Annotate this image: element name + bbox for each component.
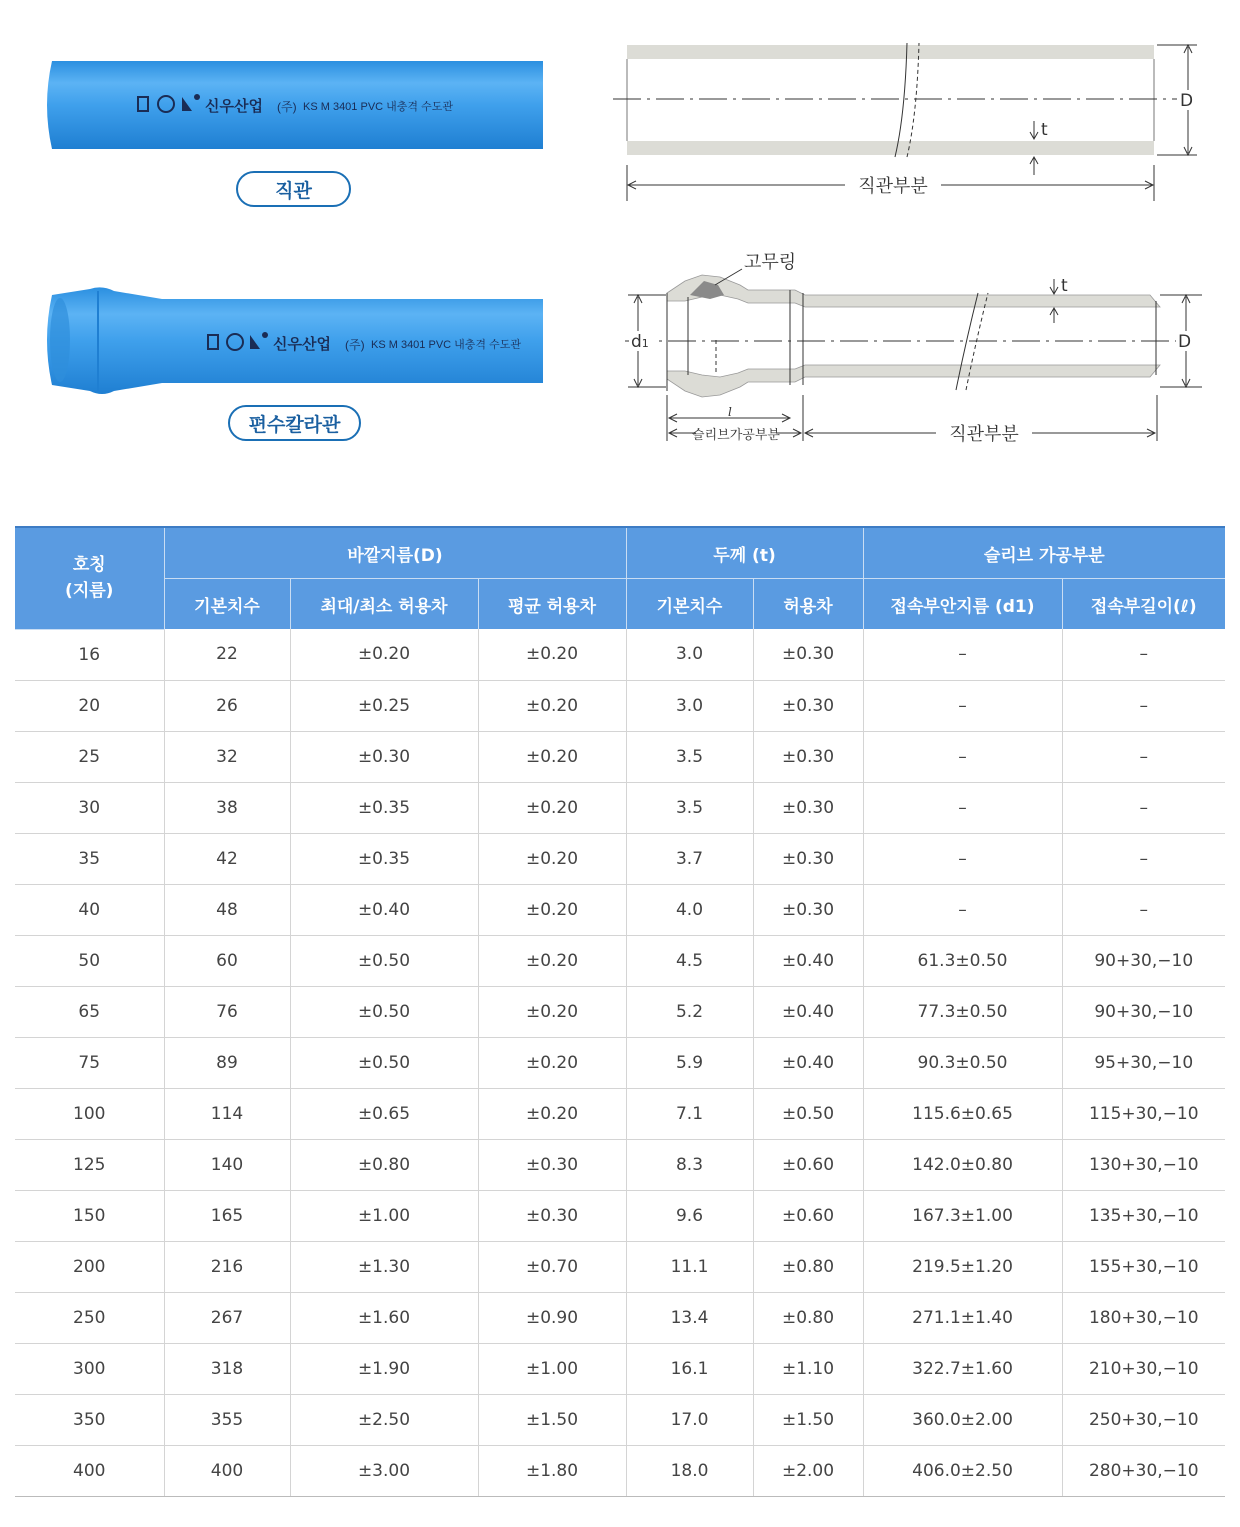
table-row <box>15 833 1225 884</box>
table-cell: 167.3±1.00 <box>863 1190 1062 1241</box>
table-cell: ±0.20 <box>478 986 626 1037</box>
table-cell: – <box>1062 731 1225 782</box>
table-cell: 318 <box>164 1343 290 1394</box>
table-cell: ±0.20 <box>478 1088 626 1139</box>
table-cell: 76 <box>164 986 290 1037</box>
table-cell: 115.6±0.65 <box>863 1088 1062 1139</box>
table-cell: 216 <box>164 1241 290 1292</box>
table-cell: 48 <box>164 884 290 935</box>
table-cell: ±0.30 <box>753 680 863 731</box>
table-cell: 3.5 <box>626 782 753 833</box>
table-row <box>15 1037 1225 1088</box>
table-row <box>15 986 1225 1037</box>
table-cell: ±0.20 <box>478 1037 626 1088</box>
table-cell: 155+30,−10 <box>1062 1241 1225 1292</box>
table-cell: 115+30,−10 <box>1062 1088 1225 1139</box>
table-cell: 35 <box>15 833 164 884</box>
table-cell: 16.1 <box>626 1343 753 1394</box>
table-cell: 360.0±2.00 <box>863 1394 1062 1445</box>
table-cell: 350 <box>15 1394 164 1445</box>
table-cell: – <box>863 731 1062 782</box>
table-cell: ±0.40 <box>753 1037 863 1088</box>
table-cell: ±0.20 <box>478 629 626 680</box>
table-row <box>15 1292 1225 1343</box>
table-row <box>15 680 1225 731</box>
table-cell: – <box>1062 629 1225 680</box>
table-row <box>15 731 1225 782</box>
table-cell: ±0.50 <box>290 1037 478 1088</box>
table-cell: 3.0 <box>626 629 753 680</box>
table-cell: ±0.30 <box>753 629 863 680</box>
table-cell: 140 <box>164 1139 290 1190</box>
table-cell: 38 <box>164 782 290 833</box>
table-cell: ±0.50 <box>290 935 478 986</box>
pipe-marking-corp: (주) <box>345 338 365 352</box>
table-cell: – <box>1062 782 1225 833</box>
table-cell: – <box>863 629 1062 680</box>
straight-pipe-diagram <box>605 35 1205 210</box>
table-cell: 25 <box>15 731 164 782</box>
table-cell: ±0.50 <box>290 986 478 1037</box>
table-cell: 5.2 <box>626 986 753 1037</box>
table-cell: 11.1 <box>626 1241 753 1292</box>
table-cell: – <box>1062 884 1225 935</box>
table-cell: ±0.30 <box>478 1190 626 1241</box>
table-cell: 40 <box>15 884 164 935</box>
table-cell: 300 <box>15 1343 164 1394</box>
table-cell: 42 <box>164 833 290 884</box>
table-cell: 16 <box>15 629 164 680</box>
table-cell: ±1.50 <box>478 1394 626 1445</box>
table-cell: ±0.30 <box>753 731 863 782</box>
table-cell: 30 <box>15 782 164 833</box>
table-cell: ±0.35 <box>290 782 478 833</box>
table-cell: 18.0 <box>626 1445 753 1496</box>
table-cell: ±1.90 <box>290 1343 478 1394</box>
table-cell: 9.6 <box>626 1190 753 1241</box>
table-cell: ±0.20 <box>478 680 626 731</box>
table-cell: – <box>1062 833 1225 884</box>
table-row <box>15 1190 1225 1241</box>
table-cell: 219.5±1.20 <box>863 1241 1062 1292</box>
table-row <box>15 1139 1225 1190</box>
table-cell: – <box>1062 680 1225 731</box>
header-sub: 기본치수 <box>626 579 753 630</box>
pipe-marking-corp: (주) <box>277 100 297 114</box>
table-cell: 50 <box>15 935 164 986</box>
table-cell: 114 <box>164 1088 290 1139</box>
bottom-diagram-d-label: D <box>1178 332 1192 352</box>
collar-pipe-diagram <box>620 245 1210 450</box>
header-sub: 허용차 <box>753 579 863 630</box>
table-cell: – <box>863 884 1062 935</box>
table-cell: ±0.60 <box>753 1139 863 1190</box>
table-cell: ±0.80 <box>753 1241 863 1292</box>
table-cell: ±1.10 <box>753 1343 863 1394</box>
table-cell: 355 <box>164 1394 290 1445</box>
table-cell: 89 <box>164 1037 290 1088</box>
table-cell: ±1.60 <box>290 1292 478 1343</box>
table-cell: 13.4 <box>626 1292 753 1343</box>
table-cell: 7.1 <box>626 1088 753 1139</box>
table-cell: ±2.50 <box>290 1394 478 1445</box>
straight-pipe-label: 직관 <box>236 171 351 207</box>
table-cell: 60 <box>164 935 290 986</box>
table-cell: 90+30,−10 <box>1062 935 1225 986</box>
table-cell: 3.7 <box>626 833 753 884</box>
table-cell: 26 <box>164 680 290 731</box>
table-cell: 20 <box>15 680 164 731</box>
collar-pipe-label: 편수칼라관 <box>228 405 361 441</box>
table-cell: 135+30,−10 <box>1062 1190 1225 1241</box>
table-cell: 142.0±0.80 <box>863 1139 1062 1190</box>
table-cell: 100 <box>15 1088 164 1139</box>
header-sub: 접속부안지름 (d1) <box>863 579 1062 630</box>
table-row <box>15 1343 1225 1394</box>
table-cell: 90.3±0.50 <box>863 1037 1062 1088</box>
bottom-diagram-t-label: t <box>1061 276 1068 296</box>
table-cell: ±0.30 <box>753 833 863 884</box>
table-row <box>15 629 1225 680</box>
table-row <box>15 884 1225 935</box>
header-sub: 평균 허용차 <box>478 579 626 630</box>
table-cell: 75 <box>15 1037 164 1088</box>
table-cell: 5.9 <box>626 1037 753 1088</box>
header-sub: 접속부길이(ℓ) <box>1062 579 1225 630</box>
table-cell: 65 <box>15 986 164 1037</box>
table-cell: 406.0±2.50 <box>863 1445 1062 1496</box>
table-cell: 61.3±0.50 <box>863 935 1062 986</box>
table-cell: 400 <box>164 1445 290 1496</box>
table-row <box>15 1445 1225 1496</box>
table-cell: 250+30,−10 <box>1062 1394 1225 1445</box>
straight-pipe-image <box>40 55 545 155</box>
top-diagram-d-label: D <box>1180 91 1194 111</box>
l-label: l <box>728 405 732 419</box>
header-nominal: 호칭 (지름) <box>15 528 164 629</box>
table-cell: ±0.30 <box>290 731 478 782</box>
top-diagram-t-label: t <box>1041 120 1048 140</box>
table-cell: ±0.35 <box>290 833 478 884</box>
table-cell: ±0.25 <box>290 680 478 731</box>
table-cell: ±0.50 <box>753 1088 863 1139</box>
table-cell: ±1.00 <box>478 1343 626 1394</box>
table-cell: ±0.60 <box>753 1190 863 1241</box>
table-cell: 125 <box>15 1139 164 1190</box>
table-cell: 400 <box>15 1445 164 1496</box>
table-cell: ±0.65 <box>290 1088 478 1139</box>
d1-label: d1 <box>631 332 649 352</box>
table-cell: 322.7±1.60 <box>863 1343 1062 1394</box>
table-cell: 4.5 <box>626 935 753 986</box>
table-cell: ±0.40 <box>753 986 863 1037</box>
table-cell: 267 <box>164 1292 290 1343</box>
table-cell: ±1.00 <box>290 1190 478 1241</box>
pipe-marking-standard: KS M 3401 PVC 내충격 수도관 <box>371 339 521 351</box>
table-row <box>15 1394 1225 1445</box>
sleeve-section-label: 슬리브가공부분 <box>692 428 780 443</box>
table-cell: ±0.20 <box>478 782 626 833</box>
collar-pipe-image <box>40 285 545 400</box>
table-cell: 17.0 <box>626 1394 753 1445</box>
spec-table <box>15 528 1225 1497</box>
table-cell: 130+30,−10 <box>1062 1139 1225 1190</box>
table-cell: – <box>863 782 1062 833</box>
table-cell: 32 <box>164 731 290 782</box>
table-cell: – <box>863 833 1062 884</box>
table-cell: ±0.40 <box>753 935 863 986</box>
table-cell: ±0.20 <box>478 731 626 782</box>
table-cell: ±0.30 <box>753 782 863 833</box>
table-cell: 210+30,−10 <box>1062 1343 1225 1394</box>
header-sub: 최대/최소 허용차 <box>290 579 478 630</box>
table-cell: ±0.70 <box>478 1241 626 1292</box>
header-thickness: 두께 (t) <box>626 528 863 579</box>
table-cell: – <box>863 680 1062 731</box>
table-row <box>15 935 1225 986</box>
table-cell: 180+30,−10 <box>1062 1292 1225 1343</box>
table-cell: 200 <box>15 1241 164 1292</box>
table-cell: 250 <box>15 1292 164 1343</box>
rubber-ring-label: 고무링 <box>744 252 797 273</box>
header-outer-diameter: 바깥지름(D) <box>164 528 626 579</box>
table-cell: 8.3 <box>626 1139 753 1190</box>
table-row <box>15 1088 1225 1139</box>
table-cell: ±1.80 <box>478 1445 626 1496</box>
table-cell: ±0.20 <box>478 833 626 884</box>
table-cell: ±1.30 <box>290 1241 478 1292</box>
table-cell: ±0.80 <box>290 1139 478 1190</box>
table-cell: ±0.30 <box>478 1139 626 1190</box>
table-row <box>15 1241 1225 1292</box>
table-cell: 4.0 <box>626 884 753 935</box>
pipe-marking-company: 신우산업 <box>273 336 331 353</box>
table-cell: ±0.40 <box>290 884 478 935</box>
table-cell: 165 <box>164 1190 290 1241</box>
table-cell: ±2.00 <box>753 1445 863 1496</box>
table-cell: 3.0 <box>626 680 753 731</box>
table-cell: ±0.90 <box>478 1292 626 1343</box>
header-sleeve: 슬리브 가공부분 <box>863 528 1225 579</box>
table-cell: ±1.50 <box>753 1394 863 1445</box>
table-cell: 90+30,−10 <box>1062 986 1225 1037</box>
top-diagram-section-label: 직관부분 <box>858 176 928 197</box>
table-cell: 271.1±1.40 <box>863 1292 1062 1343</box>
table-cell: ±0.20 <box>478 935 626 986</box>
header-sub: 기본치수 <box>164 579 290 630</box>
table-cell: ±0.20 <box>290 629 478 680</box>
table-cell: ±0.80 <box>753 1292 863 1343</box>
table-cell: ±0.30 <box>753 884 863 935</box>
table-cell: ±0.20 <box>478 884 626 935</box>
spec-table-body <box>15 629 1225 1496</box>
bottom-diagram-section-label: 직관부분 <box>949 424 1019 445</box>
table-cell: 3.5 <box>626 731 753 782</box>
table-cell: ±3.00 <box>290 1445 478 1496</box>
table-row <box>15 782 1225 833</box>
table-cell: 150 <box>15 1190 164 1241</box>
table-cell: 22 <box>164 629 290 680</box>
pipe-marking-standard: KS M 3401 PVC 내충격 수도관 <box>303 101 453 113</box>
table-cell: 280+30,−10 <box>1062 1445 1225 1496</box>
table-cell: 95+30,−10 <box>1062 1037 1225 1088</box>
table-cell: 77.3±0.50 <box>863 986 1062 1037</box>
pipe-marking-company: 신우산업 <box>205 98 263 115</box>
